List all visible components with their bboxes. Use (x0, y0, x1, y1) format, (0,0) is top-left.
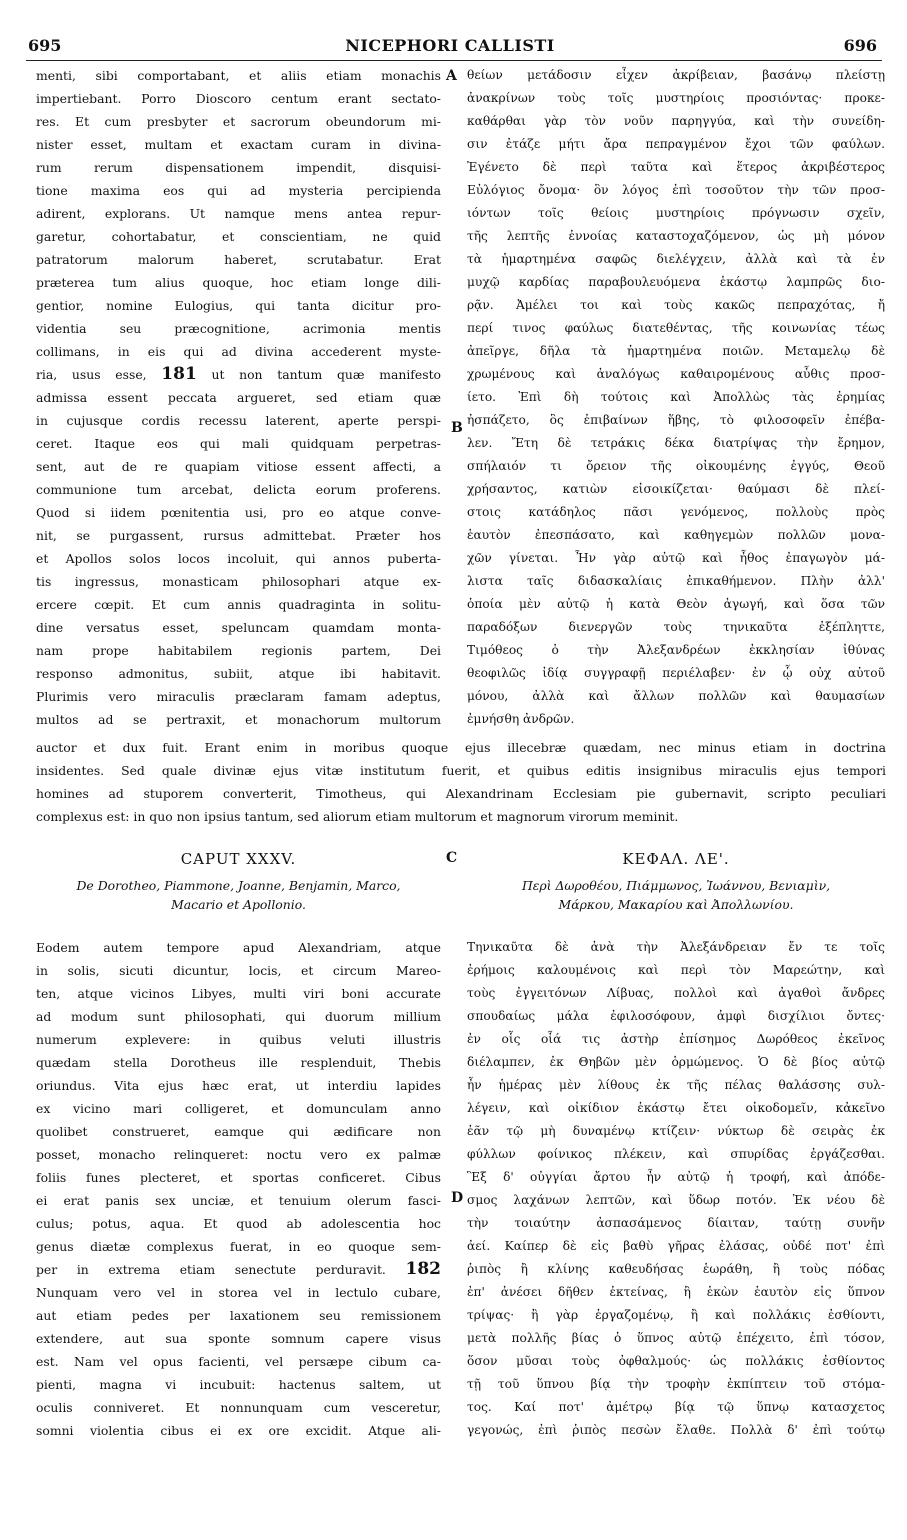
latin-text-line: somni violentia cibus ei ex ore excidit. Atque ali- (36, 1423, 441, 1438)
greek-text-line: ἀπεῖργε, δῆλα τὰ ἡμαρτημένα ποιῶν. Μεταμελῳ δὲ (467, 344, 885, 358)
margin-letter-d: D (451, 1190, 464, 1206)
greek-text-line: σπήλαιόν τι ὄρειον τῆς οἰκουμένης ἐγγύς, Θεοῦ (467, 459, 885, 473)
latin-text-line: ceret. Itaque eos qui mali quidquam perpetras- (36, 436, 441, 451)
greek-text-line: σιν ἐτάζε μήτι ἄρα πεπραγμένον ἔχοι τῶν φαύλων. (467, 137, 885, 151)
greek-text-line: Τιμόθεος ὁ τὴν Ἀλεξανδρέων ἐκκλησίαν ἰθύνας (467, 643, 885, 657)
greek-text-line: στοις κατάδηλος πᾶσι γενόμενος, πολλοὺς πρὸς (467, 505, 885, 519)
latin-text-line: est. Nam vel opus facienti, vel persæpe cibum ca- (36, 1354, 441, 1369)
column-number: 181 (161, 364, 197, 384)
latin-column-top (36, 64, 441, 731)
latin-text-line: videntia seu præcognitione, acrimonia mentis (36, 321, 441, 336)
greek-column-bottom (467, 936, 885, 1442)
latin-column-bottom (36, 936, 441, 1442)
latin-text-line: genus diætæ complexus fuerat, in eo quoque sem- (36, 1239, 441, 1254)
latin-text-line: responso admonitus, subiit, atque ibi habitavit. (36, 666, 441, 681)
latin-text-line: ex vicino mari colligeret, et domunculam anno (36, 1101, 441, 1116)
latin-text-line: garetur, cohortabatur, et conscientiam, ne quid (36, 229, 441, 244)
latin-text-line: homines ad stuporem converterit, Timotheus, qui Alexandrinam Ecclesiam pie gubernavit, scripto peculiari (36, 786, 886, 801)
greek-text-line: ἐᾶν τῷ μὴ δυναμένῳ κτίζειν· νύκτωρ δὲ σειρὰς ἐκ (467, 1124, 885, 1138)
greek-subtitle-line: Περὶ Δωροθέου, Πιάμμωνος, Ἰωάννου, Βενιαμὶν, (521, 878, 831, 893)
latin-text-line: in cujusque cordis recessu laterent, aperte perspi- (36, 413, 441, 428)
margin-letter-b: B (451, 420, 463, 436)
greek-text-line: τρίψας· ἢ γὰρ ἐργαζομένῳ, ἢ καὶ πολλάκις ἐσθίοντι, (467, 1308, 885, 1322)
greek-text-line: Τηνικαῦτα δὲ ἀνὰ τὴν Ἀλεξάνδρειαν ἔν τε τοῖς (467, 940, 885, 954)
latin-text-line: ad modum sunt philosophati, qui duorum millium (36, 1009, 441, 1024)
greek-text-line: καθάρθαι γὰρ τὸν νοῦν παρηγγύα, καὶ τὴν συνείδη- (467, 114, 885, 128)
greek-text-line: τὰ ἡμαρτημένα σαφῶς διελέγχειν, ἀλλὰ καὶ τὰ ἐν (467, 252, 885, 266)
latin-text-line: aut etiam pedes per laxationem seu remissionem (36, 1308, 441, 1323)
latin-text-line: præterea tum alius quoque, hoc etiam longe dili- (36, 275, 441, 290)
greek-text-line: ίετο. Ἐπὶ δὴ τούτοις καὶ Ἀπολλὼς τὰς ἐρημίας (467, 390, 885, 404)
latin-text-line: oculis conniveret. Et nonnunquam cum vesceretur, (36, 1400, 441, 1415)
greek-text-line: ἐμνήσθη ἀνδρῶν. (467, 712, 575, 726)
latin-text-line: pienti, magna vi incubuit: hactenus saltem, ut (36, 1377, 441, 1392)
latin-text-line: ercere cœpit. Et cum annis quadraginta in solitu- (36, 597, 441, 612)
latin-text-line: ten, atque vicinos Libyes, multi viri boni accurate (36, 986, 441, 1001)
latin-text-line: foliis funes plecteret, et sportas conficeret. Cibus (36, 1170, 441, 1185)
greek-text-line: μετὰ πολλῆς βίας ὁ ὕπνος αὐτῷ ἐπέχειτο, ἐπὶ τόσον, (467, 1331, 885, 1345)
greek-text-line: τῇ τοῦ ὕπνου βίᾳ τὴν τροφὴν ἐκπίπτειν τοῦ στόμα- (467, 1377, 885, 1391)
greek-text-line: τοὺς ἐγγειτόνων Λίβυας, πολλοὶ καὶ ἀγαθοὶ ἄνδρες (467, 986, 885, 1000)
greek-text-line: ἠσπάζετο, ὃς ἐπιβαίνων ἥβης, τὸ φιλοσοφεῖν ἐπέβα- (467, 413, 885, 427)
latin-text-line: extendere, aut sua sponte somnum capere visus (36, 1331, 441, 1346)
running-title: NICEPHORI CALLISTI (345, 36, 555, 55)
greek-text-line: ἦν ἡμέρας μὲν λίθους ἐκ τῆς πέλας θαλάσσης συλ- (467, 1078, 885, 1092)
greek-text-line: ῥιπὸς ἢ κλίνης καθευδήσας ἑωράθη, ἢ τοὺς πόδας (467, 1262, 885, 1276)
greek-text-line: λέγειν, καὶ οἰκίδιον ἑκάστῳ ἔτει οἰκοδομεῖν, κἀκεῖνο (467, 1101, 885, 1115)
greek-text-line: διέλαμπεν, ἐκ Θηβῶν μὲν ὁρμώμενος. Ὁ δὲ βίος αὐτῷ (467, 1055, 885, 1069)
latin-text-line: impertiebant. Porro Dioscoro centum erant sectato- (36, 91, 441, 106)
latin-text-line: nam prope habitabilem regionis partem, Dei (36, 643, 441, 658)
greek-text-line: Ἐγένετο δὲ περὶ ταῦτα καὶ ἕτερος ἀκριβέστερος (467, 160, 885, 174)
latin-text-line: numerum explevere: in quibus veluti illustris (36, 1032, 441, 1047)
greek-text-line: Εὐλόγιος ὄνομα· ὃν λόγος ἐπὶ τοσοῦτον τὴν τῶν προσ- (467, 183, 885, 197)
greek-text-line: θείων μετάδοσιν εἶχεν ἀκρίβειαν, βασάνῳ πλείστῃ (467, 68, 885, 82)
greek-text-line: θεοφιλῶς ἰδίᾳ συγγραφῇ περιέλαβεν· ἐν ᾧ οὐχ αὐτοῦ (467, 666, 885, 680)
latin-text-line: rum rerum dispensationem impendit, disquisi- (36, 160, 441, 175)
greek-text-line: ρᾷν. Ἀμέλει τοι καὶ τοὺς κακῶς πεπραχότας, ἤ (467, 298, 885, 312)
latin-text-line: Plurimis vero miraculis præclaram famam adeptus, (36, 689, 441, 704)
latin-chapter-title: CAPUT XXXV. (180, 850, 297, 868)
greek-text-line: ἐπ' ἀνέσει δῆθεν ἐκτείνας, ἢ ἑκὼν ἑαυτὸν εἰς ὕπνον (467, 1285, 885, 1299)
greek-text-line: ὅσον μῦσαι τοὺς ὀφθαλμούς· ὡς πολλάκις ἐσθίοντος (467, 1354, 885, 1368)
latin-text-line: Quod si iidem pœnitentia usi, pro eo atque conve- (36, 505, 441, 520)
latin-text-line: oriundus. Vita ejus hæc erat, ut interdiu lapides (36, 1078, 441, 1093)
latin-subtitle-line: Macario et Apollonio. (171, 897, 306, 912)
greek-text-line: ἑαυτὸν ἐπεσπάσατο, καὶ καθηγεμὼν πολλῶν μονα- (467, 528, 885, 542)
margin-letter-a: A (446, 68, 457, 84)
latin-text-line: ei erat panis sex unciæ, et tenuium olerum fasci- (36, 1193, 441, 1208)
greek-text-line: τος. Καί ποτ' ἀμέτρῳ βίᾳ τῷ ὕπνῳ κατασχετος (467, 1400, 885, 1414)
greek-text-line: μυχῷ καρδίας παραβουλευόμενα ἑκάστῳ λαμπρῶς διο- (467, 275, 885, 289)
latin-text-line: insidentes. Sed quale divinæ ejus vitæ institutum fuerit, et quibus editis insignibus miraculis ejus tempori (36, 763, 886, 778)
greek-text-line: περί τινος φαύλως διατεθέντας, τῆς κοινωνίας τέως (467, 321, 885, 335)
greek-text-line: ἐρήμοις καλουμένοις καὶ περὶ τὸν Μαρεώτην, καὶ (467, 963, 885, 977)
latin-text-line: quolibet construeret, eamque qui ædificare non (36, 1124, 441, 1139)
latin-subtitle-line: De Dorotheo, Piammone, Joanne, Benjamin, Marco, (76, 878, 401, 893)
greek-text-line: χρωμένους καὶ ἀναλόγως καθαιρομένους αὖθις προσ- (467, 367, 885, 381)
greek-subtitle-line: Μάρκου, Μακαρίου καὶ Ἀπολλωνίου. (558, 897, 794, 912)
latin-text-line: communione tum arcebat, delicta eorum proferens. (36, 482, 441, 497)
latin-text-line: tione maxima eos qui ad mysteria percipienda (36, 183, 441, 198)
header-rule (26, 60, 882, 61)
latin-text-line: res. Et cum presbyter et sacrorum obeundorum mi- (36, 114, 441, 129)
latin-chapter-subtitle (36, 876, 441, 914)
greek-text-line: φύλλων φοίνικος πλέκειν, καὶ σπυρίδας ἐργάζεσθαι. (467, 1147, 885, 1161)
latin-text-line: admissa essent peccata argueret, sed etiam quæ (36, 390, 441, 405)
page-number-left: 695 (28, 36, 62, 55)
latin-text-line: adirent, explorans. Ut namque mens antea repur- (36, 206, 441, 221)
latin-text-line: et Apollos solos locos incoluit, qui annos puberta- (36, 551, 441, 566)
latin-text-line: sent, aut de re quapiam vitiose essent affecti, a (36, 459, 441, 474)
greek-text-line: χρήσαντος, κατιὼν εἰσοικίζεται· θαύμασι δὲ πλεί- (467, 482, 885, 496)
latin-text-line: nister esset, multam et exactam curam in divina- (36, 137, 441, 152)
greek-text-line: Ἓξ δ' οὐγγίαι ἄρτου ἦν αὐτῷ ἡ τροφή, καὶ ἀπόδε- (467, 1170, 885, 1184)
latin-text-line: posset, monacho relinqueret: noctu vero ex palmæ (36, 1147, 441, 1162)
greek-text-line: μόνου, ἀλλὰ καὶ ἄλλων πολλῶν καὶ θαυμασίων (467, 689, 885, 703)
latin-text-line: in solis, sicuti dicuntur, locis, et circum Mareo- (36, 963, 441, 978)
greek-chapter-title: ΚΕΦΑΛ. ΛΕ'. (622, 850, 730, 868)
latin-text-line: Eodem autem tempore apud Alexandriam, atque (36, 940, 441, 955)
latin-text-line: menti, sibi comportabant, et aliis etiam monachis (36, 68, 441, 83)
greek-text-line: ἀνακρίνων τοὺς τοῖς μυστηρίοις προσιόντας· προκε- (467, 91, 885, 105)
greek-text-line: λιστα ταῖς διδασκαλίαις ἐπικαθήμενον. Πλὴν ἀλλ' (467, 574, 885, 588)
greek-text-line: ὁποία μὲν αὐτῷ ἡ κατὰ Θεὸν ἀγωγή, καὶ ὅσα τῶν (467, 597, 885, 611)
greek-text-line: ἀεί. Καίπερ δὲ εἰς βαθὺ γῆρας ἐλάσας, οὐδέ ποτ' ἐπὶ (467, 1239, 885, 1253)
latin-text-line: complexus est: in quo non ipsius tantum, sed aliorum etiam multorum et magnorum virorum meminit. (36, 809, 679, 824)
latin-text-line: gentior, nomine Eulogius, qui tanta dicitur pro- (36, 298, 441, 313)
greek-text-line: παραδόξων διενεργῶν τοὺς τηνικαῦτα ἐξέπληττε, (467, 620, 885, 634)
latin-text-line: per in extrema etiam senectute perduravit. 182 (36, 1259, 441, 1279)
latin-text-line: multos ad se pertraxit, et monachorum multorum (36, 712, 441, 727)
latin-text-line: ria, usus esse, 181 ut non tantum quæ manifesto (36, 364, 441, 384)
margin-letter-c: C (446, 850, 458, 866)
greek-text-line: λεν. Ἔτη δὲ τετράκις δέκα διατρίψας τὴν ἔρημον, (467, 436, 885, 450)
latin-text-line: patratorum malorum haberet, scrutabatur. Erat (36, 252, 441, 267)
latin-text-line: nit, se purgassent, rursus admittebat. Præter hos (36, 528, 441, 543)
greek-text-line: ἐν οἷς οἷά τις ἀστὴρ ἐπίσημος Δωρόθεος ἐκεῖνος (467, 1032, 885, 1046)
page-number-right: 696 (843, 36, 877, 55)
latin-text-line: collimans, in eis qui ad divina accederent myste- (36, 344, 441, 359)
latin-text-line: auctor et dux fuit. Erant enim in moribus quoque ejus illecebræ quædam, nec minus etiam in doctrina (36, 740, 886, 755)
latin-text-line: quædam stella Dorotheus ille resplenduit, Thebis (36, 1055, 441, 1070)
greek-text-line: ιόντων τοῖς θείοις μυστηρίοις πρόγνωσιν σχεῖν, (467, 206, 885, 220)
greek-column-top (467, 64, 885, 731)
greek-text-line: σπουδαίως μάλα ἐφιλοσόφουν, ἀμφὶ δισχίλιοι ὄντες· (467, 1009, 885, 1023)
latin-text-line: culus; potus, aqua. Et quod ab adolescentia hoc (36, 1216, 441, 1231)
greek-text-line: σμος λαχάνων λεπτῶν, καὶ ὕδωρ ποτόν. Ἐκ νέου δὲ (467, 1193, 885, 1207)
latin-text-line: dine versatus esset, speluncam quamdam monta- (36, 620, 441, 635)
latin-text-line: Nunquam vero vel in storea vel in lectulo cubare, (36, 1285, 441, 1300)
greek-chapter-subtitle (467, 876, 885, 914)
greek-text-line: τὴν τοιαύτην ἀσπασάμενος δίαιταν, ταύτῃ συνῆν (467, 1216, 885, 1230)
latin-full-width-paragraph (36, 736, 886, 828)
latin-text-line: tis ingressus, monasticam philosophari atque ex- (36, 574, 441, 589)
column-number: 182 (405, 1259, 441, 1279)
greek-text-line: γεγονώς, ἐπὶ ῥιπὸς πεσὼν ἔλαθε. Πολλὰ δ' ἐπὶ τούτῳ (467, 1423, 885, 1437)
greek-text-line: χῶν γίνεται. Ἦν γὰρ αὐτῷ καὶ ἦθος ἐπαγωγὸν μά- (467, 551, 885, 565)
greek-text-line: τῆς λεπτῆς ἐννοίας καταστοχαζόμενον, ὡς μὴ μόνον (467, 229, 885, 243)
